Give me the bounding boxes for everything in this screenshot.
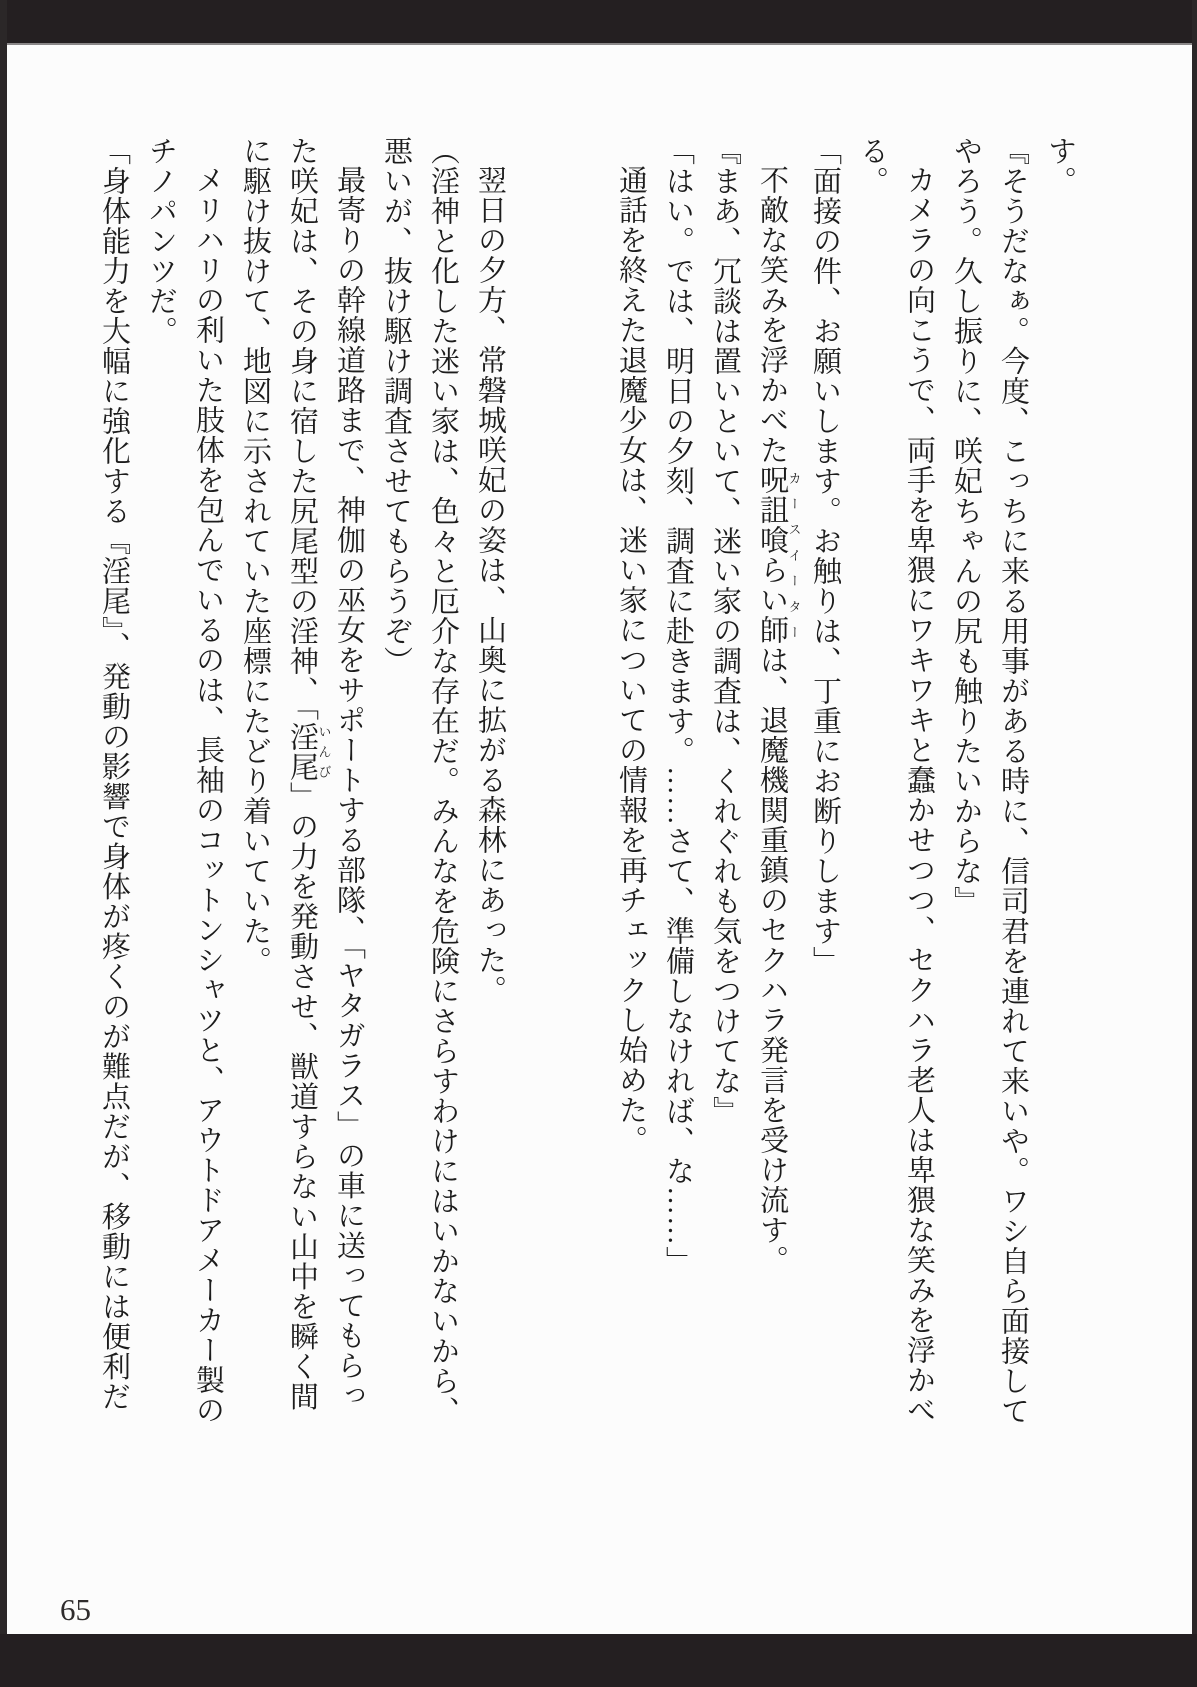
paragraph: 最寄りの幹線道路まで、神伽の巫女をサポートする部隊、「ヤタガラス」の車に送ってもらった咲妃は、その身に宿した尻尾型の淫神、「淫尾いんび」の力を発動させ、獣道すらない山中を瞬く間に駆け抜けて、地図に示されていた座標にたどり着いていた。 (239, 136, 365, 1412)
text-block (90, 136, 1083, 1436)
paragraph: 翌日の夕方、常磐城咲妃の姿は、山奥に拡がる森林にあった。 (474, 165, 506, 1005)
paragraph: 「はい。では、明日の夕刻、調査に赴きます。……さて、準備しなければ、な……」 (662, 136, 694, 1276)
scene-break (513, 136, 607, 1436)
paragraph: 『そうだなぁ。今度、こっちに来る用事がある時に、信司君を連れて来いや。ワシ自ら面接してやろう。久し振りに、咲妃ちゃんの尻も触りたいからな』 (950, 136, 1029, 1426)
paragraph: す。 (1044, 136, 1076, 196)
left-border-strip (0, 0, 7, 1687)
paragraph: メリハリの利いた肢体を包んでいるのは、長袖のコットンシャツと、アウトドアメーカー製のチノパンツだ。 (145, 136, 224, 1425)
paragraph: 『まあ、冗談は置いといて、迷い家の調査は、くれぐれも気をつけてな』 (709, 136, 741, 1126)
ruby-annotated-word: 呪詛喰らい師カースイーター (756, 465, 802, 645)
right-border-strip (1192, 0, 1197, 1687)
top-border-bar (0, 0, 1197, 45)
paragraph: カメラの向こうで、両手を卑猥にワキワキと蠢かせつつ、セクハラ老人は卑猥な笑みを浮かべる。 (856, 136, 935, 1425)
page-number: 65 (60, 1592, 91, 1627)
paragraph: 「身体能力を大幅に強化する『淫尾』、発動の影響で身体が疼くのが難点だが、移動には便利だ (98, 136, 130, 1412)
ruby-annotated-word: 淫尾いんび (286, 721, 332, 782)
paragraph: 不敵な笑みを浮かべた呪詛喰らい師カースイーターは、退魔機関重鎮のセクハラ発言を受け流す。 (756, 165, 802, 1275)
paragraph: 「面接の件、お願いします。お触りは、丁重にお断りします」 (809, 136, 841, 976)
paragraph: （淫神と化した迷い家は、色々と厄介な存在だ。みんなを危険にさらすわけにはいかないから、悪いが、抜け駆け調査させてもらうぞ） (380, 136, 459, 1426)
paragraph: 通話を終えた退魔少女は、迷い家についての情報を再チェックし始めた。 (615, 165, 647, 1155)
bottom-border-bar (0, 1634, 1197, 1687)
